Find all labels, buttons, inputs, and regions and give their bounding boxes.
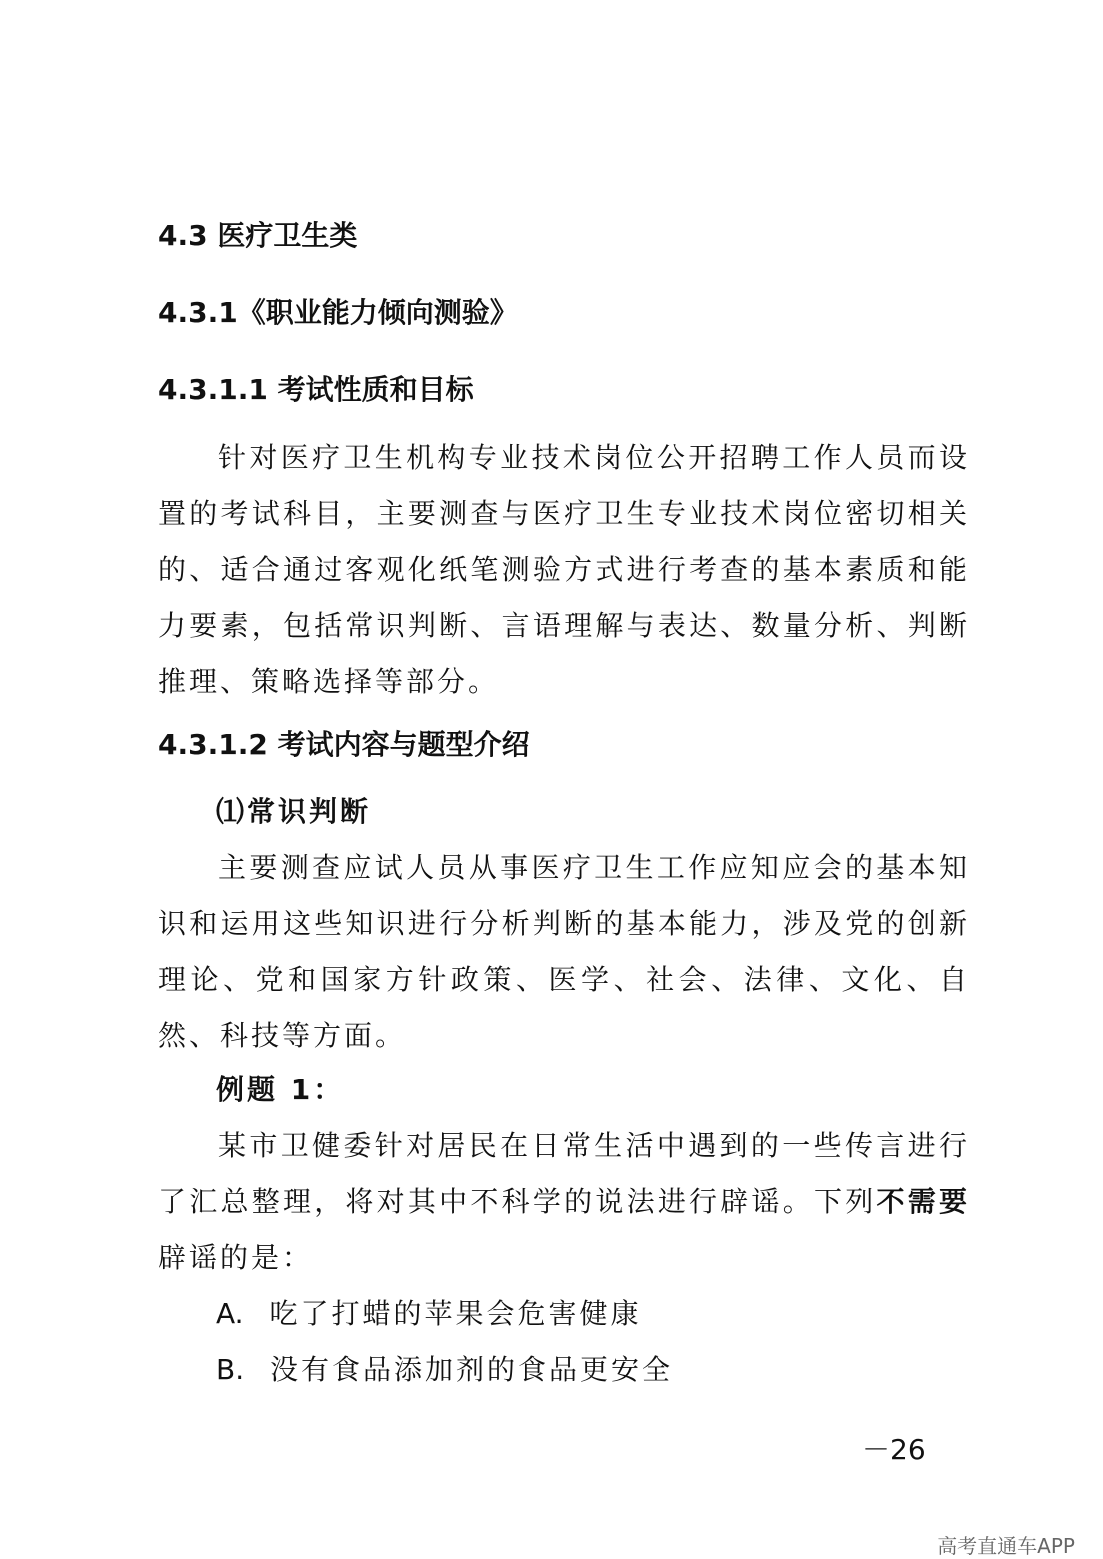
paragraph-common-sense-description: 主要测查应试人员从事医疗卫生工作应知应会的基本知识和运用这些知识进行分析判断的基本能力，涉及党的创新理论、党和国家方针政策、医学、社会、法律、文化、自然、科技等方面。: [158, 851, 970, 1052]
example-question: [158, 1118, 970, 1286]
heading-section-4-3-1: 4.3.1《职业能力倾向测验》: [158, 296, 518, 329]
option-a-letter: A.: [216, 1297, 244, 1330]
option-b-text: 没有食品添加剂的食品更安全: [270, 1353, 674, 1386]
watermark: 高考直通车APP: [937, 1534, 1075, 1558]
option-a-text: 吃了打蜡的苹果会危害健康: [269, 1297, 642, 1330]
example-label: 例题 1：: [216, 1073, 345, 1106]
page-number: －26: [862, 1433, 926, 1466]
paragraph-exam-purpose: 针对医疗卫生机构专业技术岗位公开招聘工作人员而设置的考试科目，主要测查与医疗卫生专业技术岗位密切相关的、适合通过客观化纸笔测验方式进行考查的基本素质和能力要素，包括常识判断、言语理解与表达、数量分析、判断推理、策略选择等部分。: [158, 441, 970, 698]
question-text-after: 辟谣的是：: [158, 1241, 314, 1274]
option-b: [216, 1352, 673, 1388]
heading-section-4-3: 4.3 医疗卫生类: [158, 219, 358, 252]
subsection-title-common-sense: ⑴常识判断: [216, 795, 372, 828]
option-b-letter: B.: [216, 1353, 245, 1386]
question-emphasis: 不需要: [876, 1185, 970, 1218]
heading-section-4-3-1-1: 4.3.1.1 考试性质和目标: [158, 373, 474, 406]
question-text-before: 某市卫健委针对居民在日常生活中遇到的一些传言进行了汇总整理，将对其中不科学的说法进行辟谣。下列: [158, 1129, 970, 1218]
heading-section-4-3-1-2: 4.3.1.2 考试内容与题型介绍: [158, 728, 530, 761]
option-a: [216, 1296, 641, 1332]
